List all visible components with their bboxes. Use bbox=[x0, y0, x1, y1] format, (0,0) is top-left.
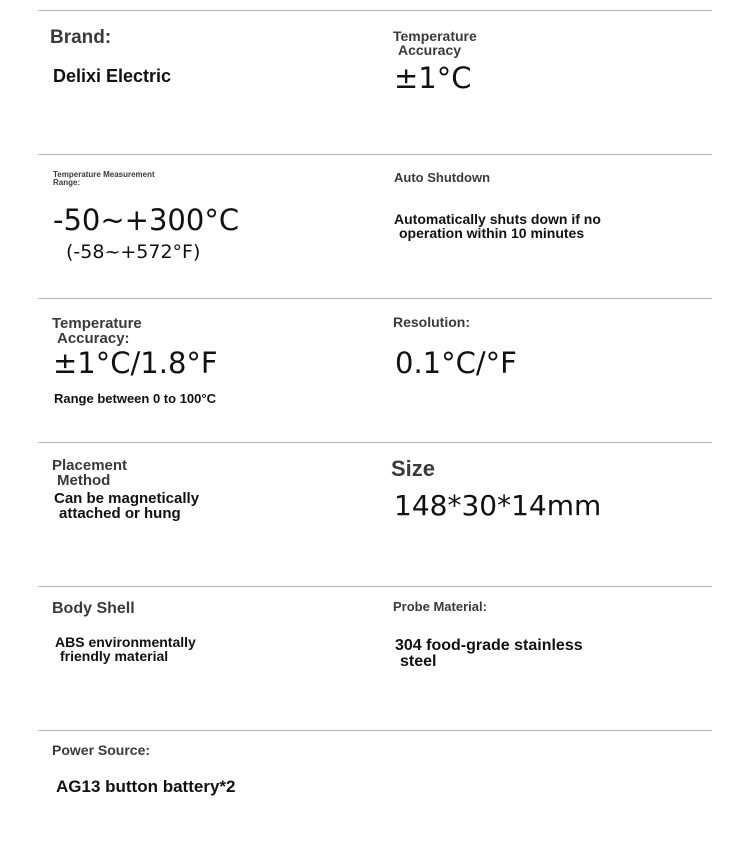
power-source-value: AG13 button battery*2 bbox=[56, 777, 236, 796]
divider bbox=[38, 442, 712, 443]
label-line-1: Placement bbox=[52, 457, 128, 474]
value-line-1: 304 food-grade stainless bbox=[395, 637, 583, 654]
temperature-accuracy-top-value: ±1°C bbox=[394, 61, 472, 95]
probe-material-value bbox=[395, 638, 583, 670]
body-shell-value bbox=[55, 635, 196, 663]
brand-label: Brand: bbox=[50, 27, 112, 48]
label-line-1: Temperature bbox=[52, 315, 142, 332]
size-label: Size bbox=[391, 456, 436, 481]
value-line-1: Can be magnetically bbox=[54, 490, 200, 507]
label-line-2: Range: bbox=[53, 178, 81, 188]
placement-method-value bbox=[54, 491, 199, 521]
value-line-2: attached or hung bbox=[59, 505, 181, 522]
temperature-accuracy-note: Range between 0 to 100°C bbox=[54, 391, 216, 406]
value-line-1: Automatically shuts down if no bbox=[394, 211, 601, 227]
probe-material-label: Probe Material: bbox=[393, 599, 487, 614]
temperature-accuracy-top-label bbox=[393, 29, 477, 57]
resolution-label: Resolution: bbox=[393, 314, 470, 330]
size-value: 148*30*14mm bbox=[394, 489, 602, 522]
temperature-accuracy-label bbox=[52, 316, 142, 346]
value-line-2: steel bbox=[400, 653, 437, 670]
brand-value: Delixi Electric bbox=[53, 66, 172, 86]
temperature-accuracy-value: ±1°C/1.8°F bbox=[53, 346, 218, 380]
divider bbox=[38, 298, 712, 299]
resolution-value: 0.1°C/°F bbox=[395, 346, 517, 380]
auto-shutdown-value bbox=[394, 212, 601, 240]
auto-shutdown-label: Auto Shutdown bbox=[394, 170, 491, 185]
measurement-range-fahrenheit: (-58~+572°F) bbox=[66, 241, 201, 263]
power-source-label: Power Source: bbox=[52, 742, 151, 758]
label-line-1: Temperature bbox=[393, 28, 477, 44]
measurement-range-celsius: -50~+300°C bbox=[53, 203, 240, 237]
divider bbox=[38, 10, 712, 11]
placement-method-label bbox=[52, 458, 127, 488]
divider bbox=[38, 154, 712, 155]
label-line-2: Accuracy bbox=[398, 42, 462, 58]
label-line-2: Method bbox=[57, 472, 111, 489]
label-line-1: Temperature Measurement bbox=[53, 170, 155, 179]
value-line-1: ABS environmentally bbox=[55, 634, 196, 650]
value-line-2: operation within 10 minutes bbox=[399, 225, 585, 241]
divider bbox=[38, 730, 712, 731]
label-line-2: Accuracy: bbox=[57, 330, 130, 347]
divider bbox=[38, 586, 712, 587]
measurement-range-label bbox=[53, 171, 155, 188]
body-shell-label: Body Shell bbox=[52, 600, 135, 617]
value-line-2: friendly material bbox=[60, 648, 169, 664]
